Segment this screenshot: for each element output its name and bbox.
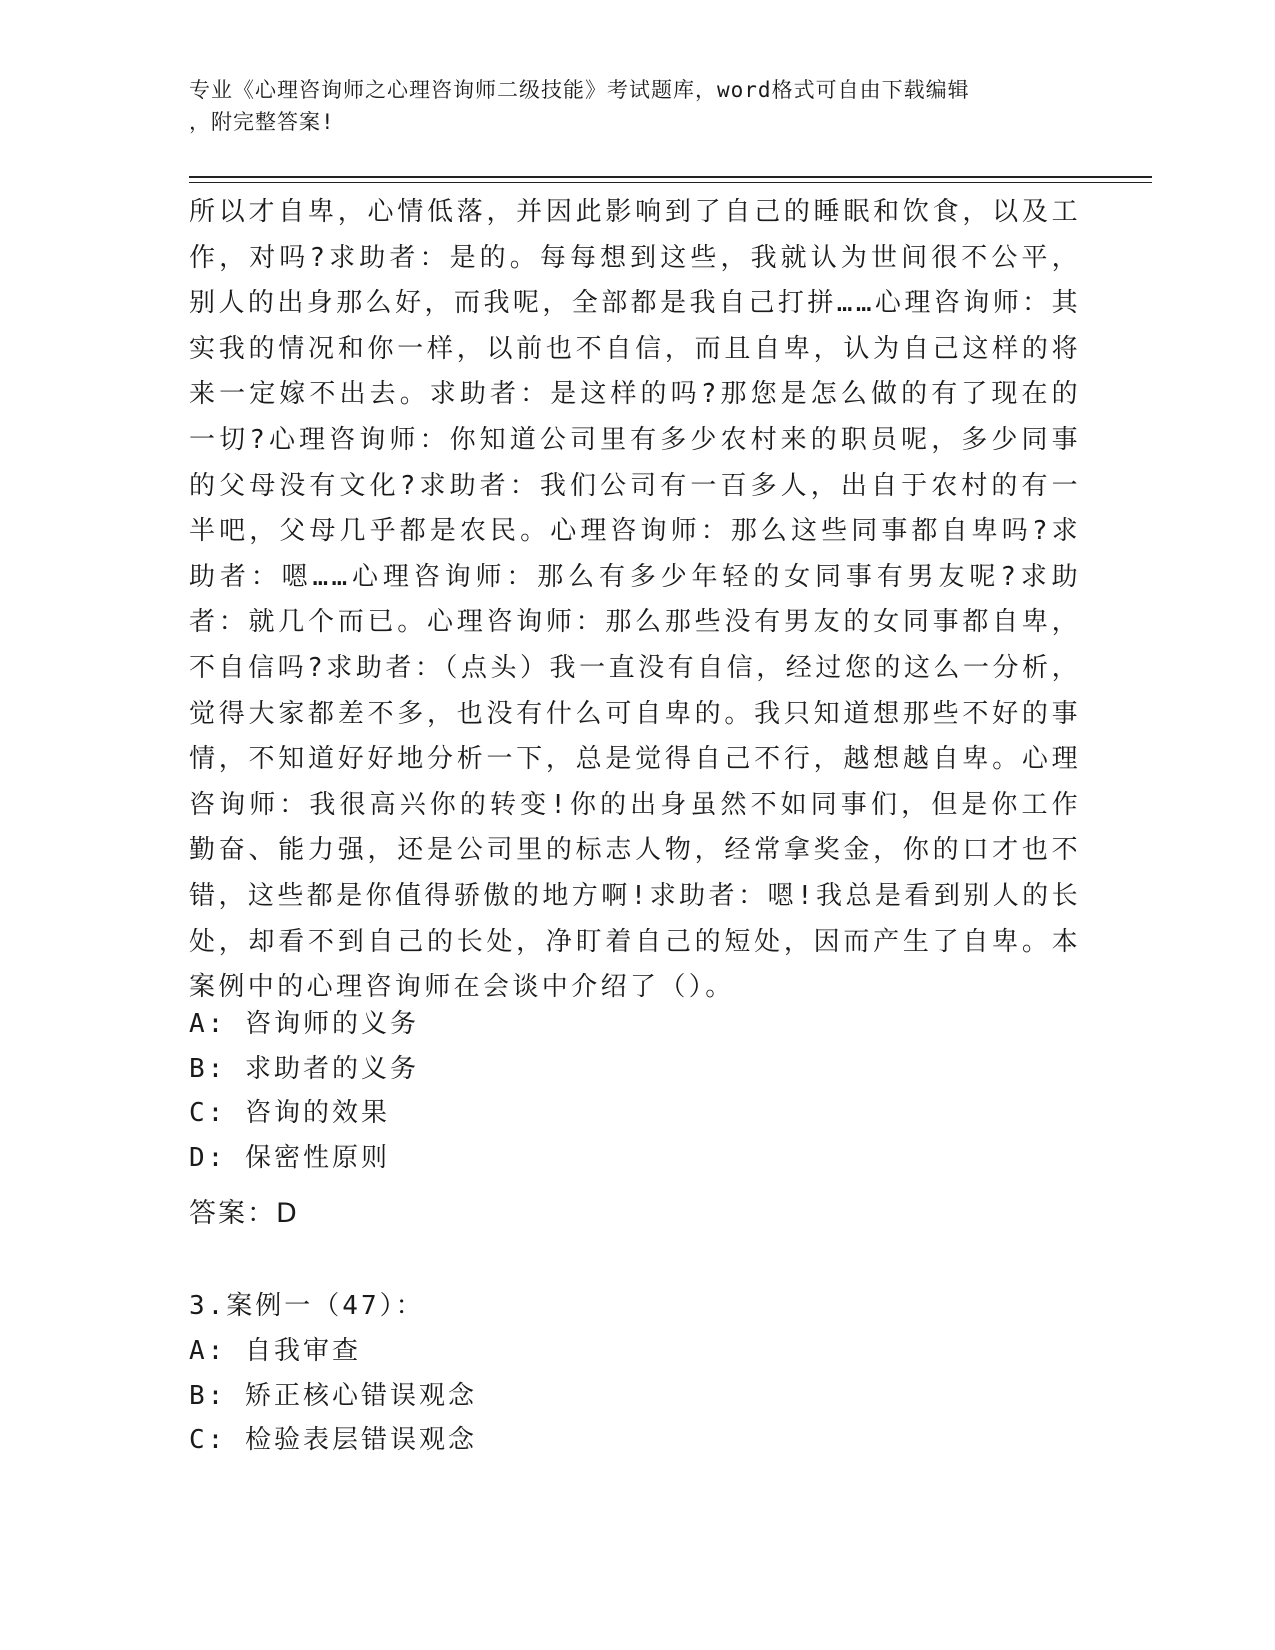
question-3-option-a: A: 自我审查 <box>189 1336 361 1366</box>
question-2-option-a: A: 咨询师的义务 <box>189 1009 419 1039</box>
question-3-title: 3.案例一（47）： <box>189 1291 425 1321</box>
question-2-option-b: B: 求助者的义务 <box>189 1054 419 1084</box>
header-divider-thick <box>189 176 1152 178</box>
question-2-answer: 答案：D <box>189 1198 299 1229</box>
document-header <box>189 74 1069 138</box>
question-2-option-d: D: 保密性原则 <box>189 1143 390 1173</box>
header-divider-thin <box>189 182 1152 183</box>
question-3-option-c: C: 检验表层错误观念 <box>189 1425 477 1455</box>
header-line-1: 专业《心理咨询师之心理咨询师二级技能》考试题库，word格式可自由下载编辑 <box>189 78 970 102</box>
question-2-passage: 所以才自卑，心情低落，并因此影响到了自己的睡眠和饮食，以及工作，对吗?求助者：是的。每每想到这些，我就认为世间很不公平，别人的出身那么好，而我呢，全部都是我自己打拼……心理咨询师：其实我的情况和你一样，以前也不自信，而且自卑，认为自己这样的将来一定嫁不出去。求助者：是这样的吗?那您是怎么做的有了现在的一切?心理咨询师：你知道公司里有多少农村来的职员呢，多少同事的父母没有文化?求助者：我们公司有一百多人，出自于农村的有一半吧，父母几乎都是农民。心理咨询师：那么这些同事都自卑吗?求助者：嗯……心理咨询师：那么有多少年轻的女同事有男友呢?求助者：就几个而已。心理咨询师：那么那些没有男友的女同事都自卑，不自信吗?求助者：（点头）我一直没有自信，经过您的这么一分析，觉得大家都差不多，也没有什么可自卑的。我只知道想那些不好的事情，不知道好好地分析一下，总是觉得自己不行，越想越自卑。心理咨询师：我很高兴你的转变!你的出身虽然不如同事们，但是你工作勤奋、能力强，还是公司里的标志人物，经常拿奖金，你的口才也不错，这些都是你值得骄傲的地方啊!求助者：嗯!我总是看到别人的长处，却看不到自己的长处，净盯着自己的短处，因而产生了自卑。本案例中的心理咨询师在会谈中介绍了（）。 <box>189 197 1081 1003</box>
header-line-2: ，附完整答案! <box>189 110 335 134</box>
question-2-option-c: C: 咨询的效果 <box>189 1098 390 1128</box>
question-3-option-b: B: 矫正核心错误观念 <box>189 1381 477 1411</box>
